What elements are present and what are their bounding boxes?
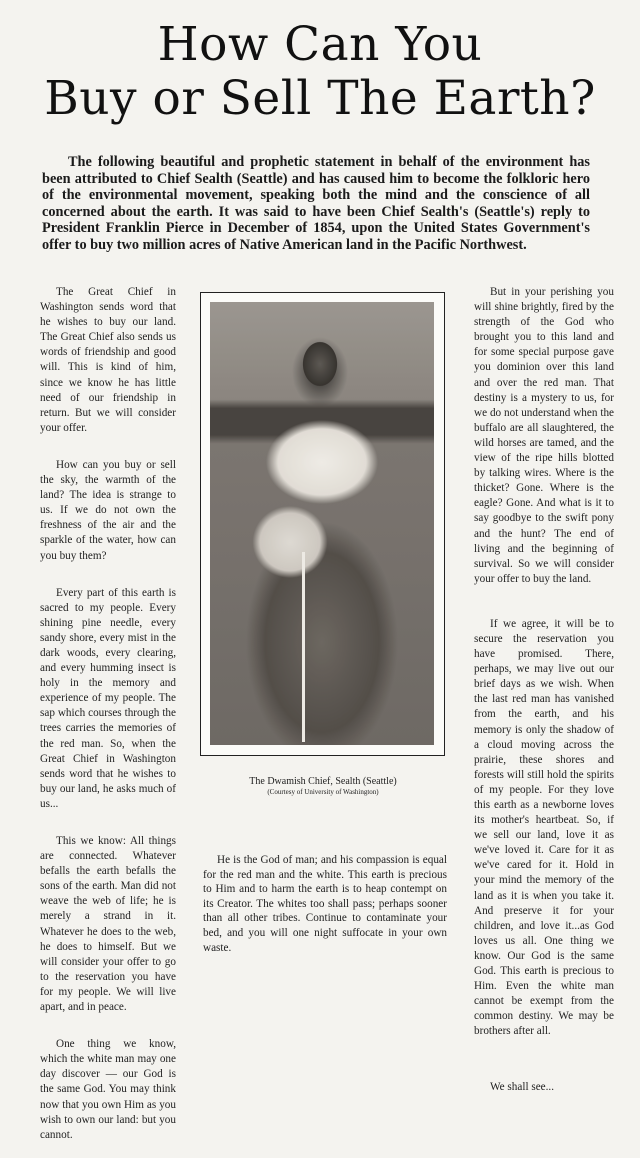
paragraph: But in your perishing you will shine brightly, fired by the strength of the God who brought you to this land and for some special purpose gave you dominion over this land and over the red man. That destiny is a mystery to us, for we do not understand when the buffalo are all slaughtered, the wild horses are tamed, and the view of the ripe hills blotted by talking wires. Where is the thicket? Gone. Where is the eagle? Gone. And what is it to say goodbye to the swift pony and the hunt? The end of living and the beginning of survival. So we will consider your offer to buy the land.: [474, 286, 614, 585]
page-title: [0, 18, 640, 126]
title-line-2: Buy or Sell The Earth?: [44, 71, 596, 126]
chief-sealth-photo: [210, 302, 434, 745]
caption-title: The Dwamish Chief, Sealth (Seattle): [249, 776, 397, 787]
paragraph: How can you buy or sell the sky, the warmth of the land? The idea is strange to us. If we do not own the freshness of the air and the sparkle of the water, how can you buy them?: [40, 458, 176, 562]
paragraph: Every part of this earth is sacred to my people. Every shining pine needle, every sandy shore, every mist in the dark woods, every clearing, and every humming insect is holy in the memory and experience of my people. The sap which courses through the trees carries the memories of the red man. So, when the Great Chief in Washington sends word that he wishes to buy our land, he asks much of us...: [40, 586, 176, 810]
title-line-1: How Can You: [157, 17, 483, 72]
middle-column: [203, 853, 447, 955]
paragraph: One thing we know, which the white man may one day discover — our God is the same God. You may think now that you own Him as you wish to own our land: but you cannot.: [40, 1038, 176, 1141]
intro-paragraph: The following beautiful and prophetic statement in behalf of the environment has been attributed to Chief Sealth (Seattle) and has caused him to become the folkloric hero of the environmental movement, speaking both the mind and the conscience of all concerned about the earth. It was said to have been Chief Sealth's (Seattle's) reply to President Franklin Pierce in December of 1854, upon the United States Government's offer to buy two million acres of Native American land in the Pacific Northwest.: [42, 154, 590, 253]
photo-caption: [200, 776, 446, 797]
paragraph: The Great Chief in Washington sends word that he wishes to buy our land. The Great Chief also sends us words of friendship and good will. This is kind of him, since we know he has little need of our friendship in return. But we will consider your offer.: [40, 286, 176, 434]
chief-sealth-photo-frame: [200, 292, 445, 756]
caption-credit: (Courtesy of University of Washington): [267, 788, 379, 796]
paragraph: This we know: All things are connected. Whatever befalls the earth befalls the sons of the earth. Man did not weave the web of life; he is merely a strand in it. Whatever he does to the web, he does to himself. But we will consider your offer to go to the reservation you have for my people. We will live apart, and in peace.: [40, 835, 176, 1014]
left-column: [40, 285, 176, 1158]
closing-line: We shall see...: [490, 1080, 555, 1093]
paragraph: If we agree, it will be to secure the reservation you have promised. There, perhaps, we may live out our brief days as we wish. When the last red man has vanished from the earth, and his memory is only the shadow of a cloud moving across the prairie, these shores and forests will still hold the spirits of my people. For they love this earth as a newborne loves its mother's heartbeat. So, if we sell our land, love it as we've loved it. Care for it as we've cared for it. Hold in your mind the memory of the land as it is when you take it. And preserve it for your children, and love it...as God loves us all. One thing we know. Our God is the same God. This earth is precious to Him. Even the white man cannot be exempt from the common destiny. We may be brothers after all.: [474, 617, 614, 1038]
walking-stick: [302, 552, 305, 742]
paragraph: He is the God of man; and his compassion is equal for the red man and the white. This earth is precious to Him and to harm the earth is to heap contempt on its Creator. The whites too shall pass; perhaps sooner than all other tribes. Continue to contaminate your bed, and you will one night suffocate in your own waste.: [203, 854, 447, 954]
right-column: [474, 285, 614, 1110]
